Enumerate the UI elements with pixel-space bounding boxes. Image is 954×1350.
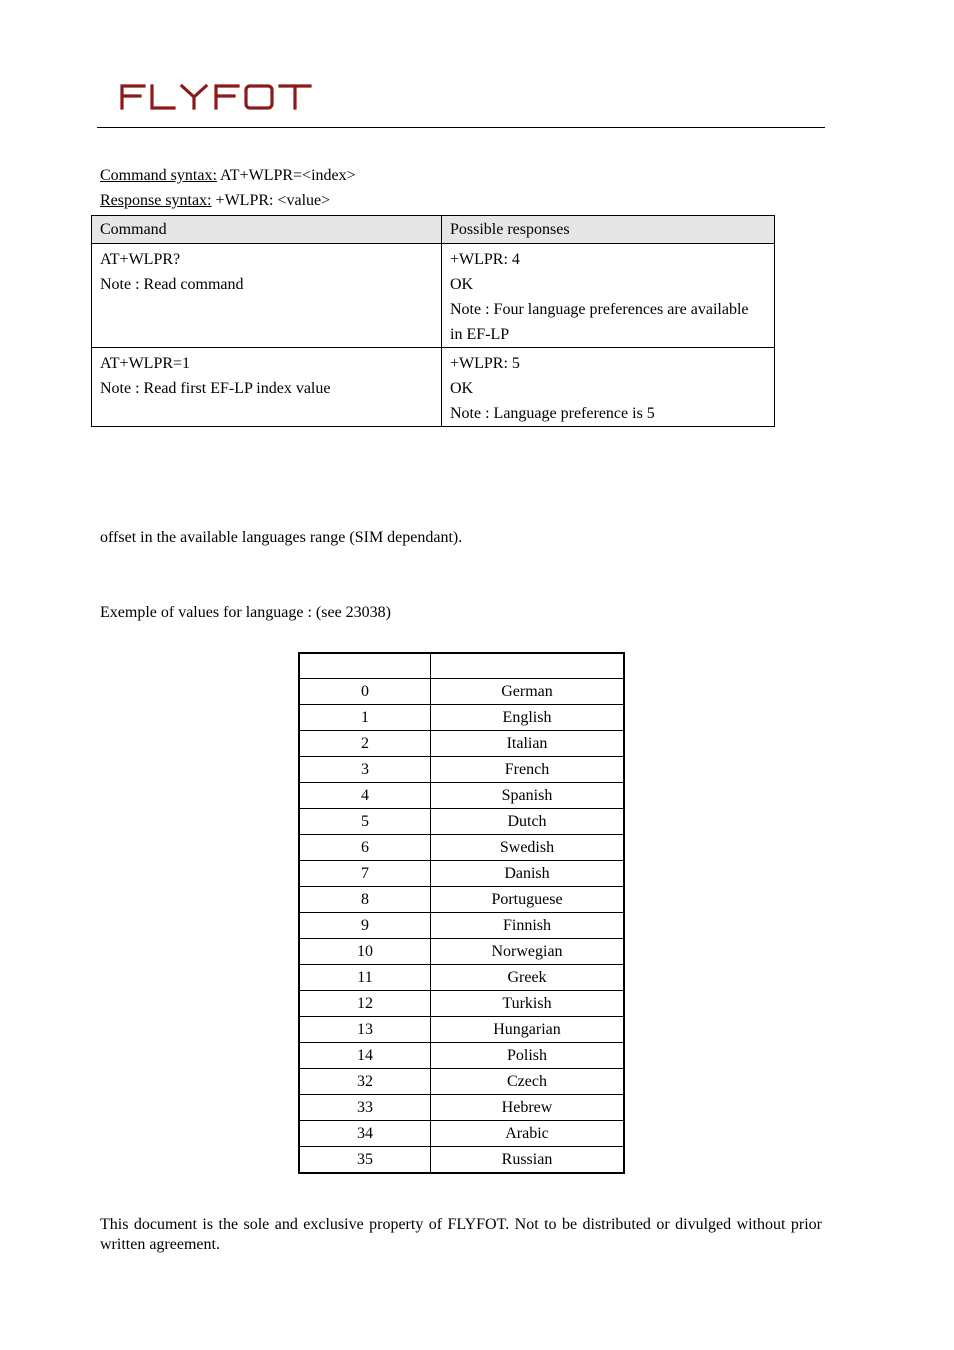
offset-text: offset in the available languages range (SIM dependant). bbox=[100, 529, 463, 546]
table-row bbox=[299, 679, 624, 705]
response-line: +WLPR: 5 bbox=[450, 355, 520, 372]
footer-disclaimer: This document is the sole and exclusive property of FLYFOT. Not to be distributed or divulged without prior written agreement. bbox=[100, 1216, 822, 1253]
table-row bbox=[92, 244, 775, 348]
table-row bbox=[299, 939, 624, 965]
language-index: 8 bbox=[299, 887, 431, 913]
table-row bbox=[299, 835, 624, 861]
language-index: 9 bbox=[299, 913, 431, 939]
language-name: Portuguese bbox=[431, 887, 625, 913]
table-row bbox=[299, 991, 624, 1017]
language-index: 13 bbox=[299, 1017, 431, 1043]
response-line: OK bbox=[450, 380, 474, 397]
language-index: 12 bbox=[299, 991, 431, 1017]
header-possible-responses: Possible responses bbox=[442, 216, 775, 244]
language-index: 3 bbox=[299, 757, 431, 783]
language-name: Polish bbox=[431, 1043, 625, 1069]
language-name: Hebrew bbox=[431, 1095, 625, 1121]
language-name: Italian bbox=[431, 731, 625, 757]
language-index: 11 bbox=[299, 965, 431, 991]
command-cell bbox=[92, 244, 442, 348]
language-index: 0 bbox=[299, 679, 431, 705]
language-table bbox=[298, 652, 625, 1174]
language-index: 35 bbox=[299, 1147, 431, 1174]
response-note: in EF-LP bbox=[450, 326, 510, 343]
language-index: 10 bbox=[299, 939, 431, 965]
table-row bbox=[299, 1095, 624, 1121]
language-name: Czech bbox=[431, 1069, 625, 1095]
command-line: AT+WLPR? bbox=[100, 251, 181, 268]
command-note: Note : Read command bbox=[100, 276, 244, 293]
table-row bbox=[299, 783, 624, 809]
flyfot-logo bbox=[120, 82, 312, 112]
language-name: Dutch bbox=[431, 809, 625, 835]
response-line: OK bbox=[450, 276, 474, 293]
language-index: 14 bbox=[299, 1043, 431, 1069]
table-row bbox=[299, 887, 624, 913]
header-index bbox=[299, 653, 431, 679]
response-cell bbox=[442, 348, 775, 427]
header-language bbox=[431, 653, 625, 679]
table-row bbox=[92, 348, 775, 427]
language-index: 2 bbox=[299, 731, 431, 757]
header-rule bbox=[97, 127, 825, 128]
language-index: 5 bbox=[299, 809, 431, 835]
language-name: Norwegian bbox=[431, 939, 625, 965]
table-row bbox=[299, 1043, 624, 1069]
table-row bbox=[299, 965, 624, 991]
language-name: Spanish bbox=[431, 783, 625, 809]
language-name: Hungarian bbox=[431, 1017, 625, 1043]
language-name: Russian bbox=[431, 1147, 625, 1174]
table-row bbox=[299, 1069, 624, 1095]
language-index: 4 bbox=[299, 783, 431, 809]
table-row bbox=[299, 731, 624, 757]
language-name: English bbox=[431, 705, 625, 731]
table-row bbox=[299, 1017, 624, 1043]
table-row bbox=[299, 809, 624, 835]
language-name: Greek bbox=[431, 965, 625, 991]
language-index: 34 bbox=[299, 1121, 431, 1147]
language-name: Swedish bbox=[431, 835, 625, 861]
language-table-header bbox=[299, 653, 624, 679]
language-name: Arabic bbox=[431, 1121, 625, 1147]
language-index: 33 bbox=[299, 1095, 431, 1121]
table-row bbox=[299, 1147, 624, 1174]
table-row bbox=[299, 861, 624, 887]
language-name: Turkish bbox=[431, 991, 625, 1017]
example-text: Exemple of values for language : (see 23038) bbox=[100, 604, 392, 621]
language-index: 1 bbox=[299, 705, 431, 731]
language-name: Finnish bbox=[431, 913, 625, 939]
command-syntax-value: AT+WLPR=<index> bbox=[216, 167, 356, 184]
command-syntax-line bbox=[100, 166, 356, 186]
language-index: 32 bbox=[299, 1069, 431, 1095]
response-note: Note : Four language preferences are available bbox=[450, 301, 749, 318]
command-note: Note : Read first EF-LP index value bbox=[100, 380, 331, 397]
response-syntax-line bbox=[100, 191, 330, 211]
response-cell bbox=[442, 244, 775, 348]
language-index: 7 bbox=[299, 861, 431, 887]
command-table-header bbox=[92, 216, 775, 244]
response-line: +WLPR: 4 bbox=[450, 251, 520, 268]
table-row bbox=[299, 757, 624, 783]
command-cell bbox=[92, 348, 442, 427]
command-line: AT+WLPR=1 bbox=[100, 355, 191, 372]
table-row bbox=[299, 913, 624, 939]
language-name: German bbox=[431, 679, 625, 705]
language-index: 6 bbox=[299, 835, 431, 861]
header-command: Command bbox=[92, 216, 442, 244]
command-syntax-label: Command syntax: bbox=[100, 167, 217, 184]
table-row bbox=[299, 705, 624, 731]
command-table bbox=[91, 215, 775, 427]
table-row bbox=[299, 1121, 624, 1147]
response-syntax-value: +WLPR: <value> bbox=[211, 192, 331, 209]
language-name: French bbox=[431, 757, 625, 783]
response-note: Note : Language preference is 5 bbox=[450, 405, 655, 422]
response-syntax-label: Response syntax: bbox=[100, 192, 212, 209]
language-name: Danish bbox=[431, 861, 625, 887]
